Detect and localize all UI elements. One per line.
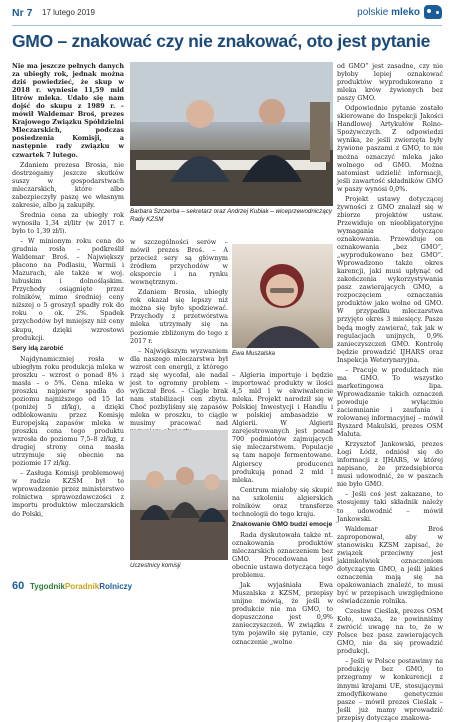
logo-word-poradnik: Poradnik	[64, 582, 100, 591]
photo-board-members	[130, 62, 333, 206]
page-header	[12, 4, 442, 26]
article-title: GMO – znakować czy nie znakować, oto jest pytanie	[12, 31, 431, 51]
page-footer	[12, 580, 442, 594]
paragraph: – Jeśli w Polsce postawimy na produkcję bez GMO, to przegramy w konkurencji z innymi krajami UE, stosującymi zmodyfikowane genetycznie pasze – mówił prezes Cieślak – Jeśli już mamy wprowadzić przepisy dotyczące znakowa-	[337, 657, 443, 722]
paragraph: Zdaniem Brosia, ubiegły rok okazał się lepszy niż można się było spodziewać. Przychody z przetwórstwa mleka utrzymały się na poziomie zbliżonym do tego z 2017 r.	[130, 288, 228, 345]
paragraph: – W minionym roku cena do grudnia rosła – podkreślił Waldemar Broś. – Największy płacono na Podlasiu, Warmii i Mazurach, ale także w woj. lubuskim i dolnośląskim. Przychody osiągnięte przez rolników, mimo średniej ceny niższej o 5 groszy/l spadły rok do roku o ok. 2%. Spadek przychodów był mniejszy niż ceny skupu, dzięki wzrostowi produkcji.	[12, 236, 124, 342]
paragraph: w szczególności serów – mówił prezes Broś. – A przecież sery są głównym źródłem przychodów w eksporcie i na rynku wewnętrznym.	[130, 238, 228, 287]
cow-icon	[424, 5, 442, 19]
column-3	[232, 371, 333, 646]
paragraph: Centrum miałoby się skupić na szkoleniu algierskich rolników oraz transferze technologii do tego kraju.	[232, 485, 333, 518]
paragraph: Projekt ustawy dotyczącej żywności z GMO znalazł się w zbiorze projektów ustaw. Przewiduje on nieobligatoryjne wymagania dotyczące oznakowania. Przewiduje on oznakowania „bez GMO”, „wyprodukowano bez GMO”. Wprowadzono także okres karencji, jaki musi upłynąć od zakończenia wykorzystywania pasz zawierających GMO, a rozpoczęciem oznaczania produktów jako wolne od GMO. W przypadku mleczarstwa przyjęto okres 3 miesięcy. Pasze będą mogły zawierać, tak jak w regulacjach unijnych, 0,9% zanieczyszczeń GMO. Kontrolę będzie prowadzić IJHARS oraz Inspekcja Weterynaryjna.	[337, 194, 443, 364]
issue-date: 17 lutego 2019	[42, 8, 95, 17]
column-4	[337, 62, 443, 722]
paragraph: – Zasługa Komisji problemowej w radzie KZSM był te wprowadzenie przez ministerstwo rolnictwa sprawozdawczości z importu produktów mleczarskich do Polski,	[12, 469, 124, 518]
issue-number: Nr 7	[12, 7, 33, 19]
photo-caption: Uczestnicy komisji	[130, 562, 181, 569]
paragraph: Krzysztof Jankowski, prezes Łogi Łódź, odniósł się do informacji z IJHARS, w której napisano, że przedsiębiorca musi udowodnić, że w paszach nie było GMO.	[337, 440, 443, 489]
logo-word-tygodnik: Tygodnik	[30, 582, 65, 591]
brand-main: mleko	[391, 7, 420, 18]
article-lead: Nie ma jeszcze pełnych danych za ubiegły rok, jednak można dziś powiedzieć, że skup w 2018 r. wyniesie 11,59 mld litrów mleka. Udało się nam dojść do skupu z 1989 r. – mówił Waldemar Broś, prezes Krajowego Związku Spółdzielni Mleczarskich, podczas posiedzenia Komisji, a następnie rady związku w czwartek 7 lutego.	[12, 62, 124, 159]
publication-logo	[30, 582, 132, 591]
brand-prefix: polskie	[357, 7, 389, 18]
column-2	[130, 238, 228, 428]
paragraph: Średnia cena za ubiegły rok wynosiła 1,34 zł/litr (w 2017 r. było to 1,39 zł/l).	[12, 210, 124, 235]
paragraph: Rada dyskutowała także nt. oznakowania produktów mleczarskich oznaczeniem bez GMO. Procedowana jest obecnie ustawa dotycząca tego problemu.	[232, 530, 333, 580]
paragraph: – Jeśli coś jest zakazane, to stosujemy taki składnik należy to udowodnić – mówił Jankowski.	[337, 490, 443, 523]
paragraph: Odpowiednie pytanie zostało skierowane do Inspekcji Jakości Handlowej Artykułów Rolno-Spożywczych. Z odpowiedzi wynika, że jeśli zwierzęta były żywione paszami z GMO, to nie można oznaczyć mleka jako wolnego od GMO. Można natomiast udzielić informacji, jeśli zawartość składników GMO w paszy wynosi 0,0%.	[337, 104, 443, 193]
paragraph: od GMO” jest zasadne, czy nie byłoby lepiej oznakować produktów wyprodukowano z mleka krów żywionych bez paszy GMO.	[337, 62, 443, 103]
photo-caption: Barbara Szczerba – sekretarz oraz Andrzej Kubiak – wiceprzewodniczący Rady KZSM	[130, 208, 332, 223]
paragraph: – Największym wyzwaniem dla naszego mleczarstwa był wzrost cen energii, z którego rząd się wycofał, ale nadal jest to ogromny problem – wyliczał Broś. – Ciągle brak nam stabilizacji cen zbytu. Choć pozbyliśmy się zapasów mleka w proszku, to ciągle musimy pracować nad	[130, 346, 228, 428]
photo-ewa-muszalska	[232, 244, 333, 348]
paragraph: Jak wyjaśniała Ewa Muszalska z KZSM, przepisy unijne mówią, że jeśli w produkcie nie ma GMO, to dopuszczone jest 0,9% zanieczyszczeń. W związku z tym pojawiło się pytanie, czy oznaczenie „wolne	[232, 581, 333, 646]
paragraph: Zdaniem prezesa Brosia, nie dostrzegamy jeszcze skutków suszy w gospodarstwach mleczarskich, które albo zabezpieczyły paszę we własnym zakresie, albo ją zakupiły.	[12, 160, 124, 209]
subheading: Sery idą zarobić	[12, 344, 64, 352]
logo-word-rolniczy: Rolniczy	[99, 582, 133, 591]
paragraph: Waldemar Broś zaproponował, aby w stanowisku KZSM zapisać, że związek przeciwny jest jakimkolwiek oznaczeniom dotyczącym GMO, a jeśli jakieś oznaczenia mają się na opakowaniach znaleźć, to musi być w przepisach uwzględnione oświadczenie rolnika.	[337, 524, 443, 606]
section-brand	[357, 7, 420, 18]
paragraph: Najdynamiczniej rosła w ubiegłym roku produkcja mleka w proszku – wzrost o ponad 8% i masła – o 5%. Cena mleka w proszku najpierw spadła do poziomu najniższego od 15 lat (poniżej 5 zł/kg), a dzięki odblokowaniu przez Komisję Europejską zapasów mleka w proszku cena tego produktu wzrosła do poziomu 7,5–8 zł/kg, z drugiej strony cena masła utrzymuje się obecnie na poziomie 17 zł/kg.	[12, 354, 124, 468]
photo-caption: Ewa Muszalska	[232, 350, 275, 357]
column-1	[12, 62, 124, 562]
photo-committee	[130, 430, 228, 560]
page-number: 60	[12, 580, 25, 592]
paragraph: – Algieria importuje i będzie importować produkty w ilości 4,5 mld l w ekwiwalencie mleka. Projekt narodził się w Polskiej Inwestycji i Handlu i w polskiej ambasadzie w Algierii. W Algierii zarejestrowanych jest ponad 700 podmiotów zajmujących się mleczarstwem. Populacje są tam napoje fermentowane. Algierscy producenci produkują ponad 2 mld l mleka.	[232, 371, 333, 484]
paragraph: Czesław Cieślak, prezes OSM Koło, uważa, że powinniśmy zwrócić uwagę na to, że w Polsce bez pasz zawierających GMO, nie da się prowadzić produkcji.	[337, 607, 443, 656]
paragraph: – Pracuje w produktach nie ma GMO. To wszystko marketingowa lipa. Wprowadzanie takich oznaczeń powoduje wyłącznie zaciemnianie i zaufania i rolowanej informacyjnej – mówił Ryszard Makulski, prezes OSM Maluta.	[337, 365, 443, 439]
subheading: Znakowanie GMO budzi emocje	[232, 520, 333, 528]
